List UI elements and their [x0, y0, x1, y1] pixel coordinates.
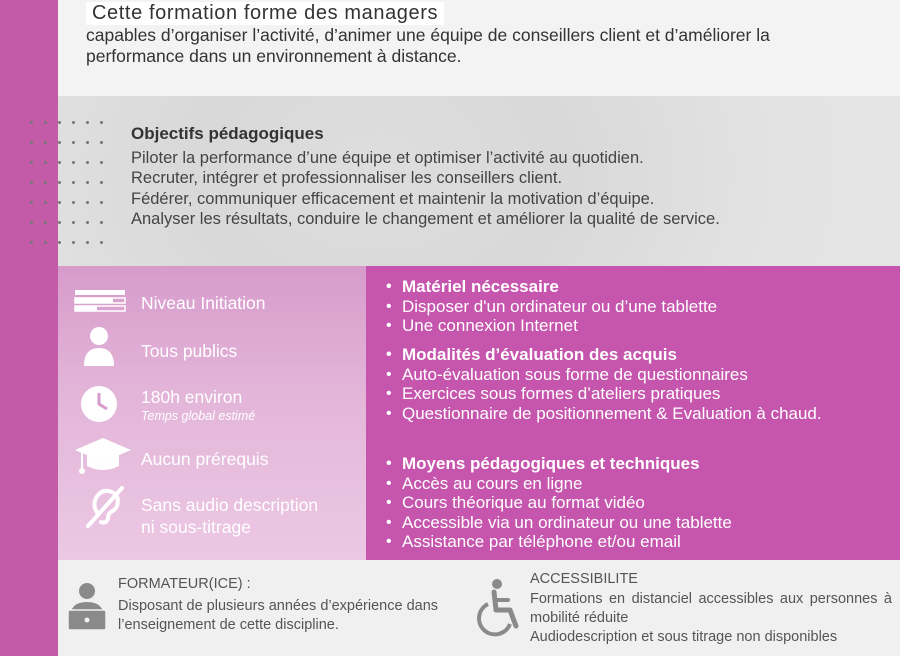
- evaluation-title: • Modalités d’évaluation des acquis: [386, 345, 876, 365]
- intro-body: capables d’organiser l’activité, d’animer une équipe de conseillers client et d’améliorer la performance dans un environnement à distance.: [86, 25, 770, 66]
- accessibility-title: ACCESSIBILITE: [530, 571, 638, 587]
- equipment-section: [386, 277, 876, 336]
- means-item: • Assistance par téléphone et/ou email: [386, 532, 876, 552]
- accessibility-line-2: Audiodescription et sous titrage non disponibles: [530, 629, 838, 645]
- evaluation-item: • Questionnaire de positionnement & Evaluation à chaud.: [386, 404, 876, 424]
- objective-item: Analyser les résultats, conduire le changement et améliorer la qualité de service.: [131, 210, 720, 229]
- dot-pattern: [30, 112, 110, 252]
- intro-title: Cette formation forme des managers: [86, 2, 444, 25]
- equipment-item: • Disposer d'un ordinateur ou d’une tablette: [386, 297, 876, 317]
- objective-item: Recruter, intégrer et professionnaliser les conseillers client.: [131, 169, 563, 188]
- means-item: • Accessible via un ordinateur ou une tablette: [386, 513, 876, 533]
- person-icon: [82, 326, 116, 366]
- graduation-cap-icon: [74, 436, 132, 476]
- evaluation-item: • Exercices sous formes d’ateliers pratiques: [386, 384, 876, 404]
- means-item: • Accès au cours en ligne: [386, 474, 876, 494]
- evaluation-item: • Auto-évaluation sous forme de questionnaires: [386, 365, 876, 385]
- level-bars-icon: [74, 289, 126, 313]
- clock-icon: [80, 385, 118, 423]
- equipment-item: • Une connexion Internet: [386, 316, 876, 336]
- accessibility-label-b: ni sous-titrage: [141, 517, 251, 537]
- means-item: • Cours théorique au format vidéo: [386, 493, 876, 513]
- duration-note: Temps global estimé: [141, 409, 256, 423]
- left-accent-strip: [0, 0, 58, 656]
- means-section: [386, 454, 876, 552]
- hearing-impaired-icon: [82, 484, 128, 530]
- objective-item: Piloter la performance d’une équipe et optimiser l’activité au quotidien.: [131, 149, 644, 167]
- prerequisites-label: Aucun prérequis: [141, 449, 269, 469]
- duration-label: 180h environ: [141, 387, 243, 407]
- evaluation-section: [386, 345, 876, 423]
- wheelchair-icon: [476, 578, 522, 638]
- objectives-title: Objectifs pédagogiques: [131, 124, 324, 143]
- trainer-laptop-icon: [64, 582, 110, 634]
- objectives-list: [131, 148, 720, 230]
- accessibility-line-1: Formations en distanciel accessibles aux personnes à mobilité réduite: [530, 591, 892, 626]
- trainer-body: Disposant de plusieurs années d’expérience dans l’enseignement de cette discipline.: [118, 598, 439, 633]
- means-title: • Moyens pédagogiques et techniques: [386, 454, 876, 474]
- accessibility-body: [530, 590, 892, 647]
- trainer-title: FORMATEUR(ICE) :: [118, 576, 251, 592]
- equipment-title: • Matériel nécessaire: [386, 277, 876, 297]
- audience-label: Tous publics: [141, 341, 238, 361]
- accessibility-label-a: Sans audio description: [141, 495, 319, 515]
- level-label: Niveau Initiation: [141, 293, 266, 313]
- objective-item: Fédérer, communiquer efficacement et maintenir la motivation d’équipe.: [131, 189, 655, 208]
